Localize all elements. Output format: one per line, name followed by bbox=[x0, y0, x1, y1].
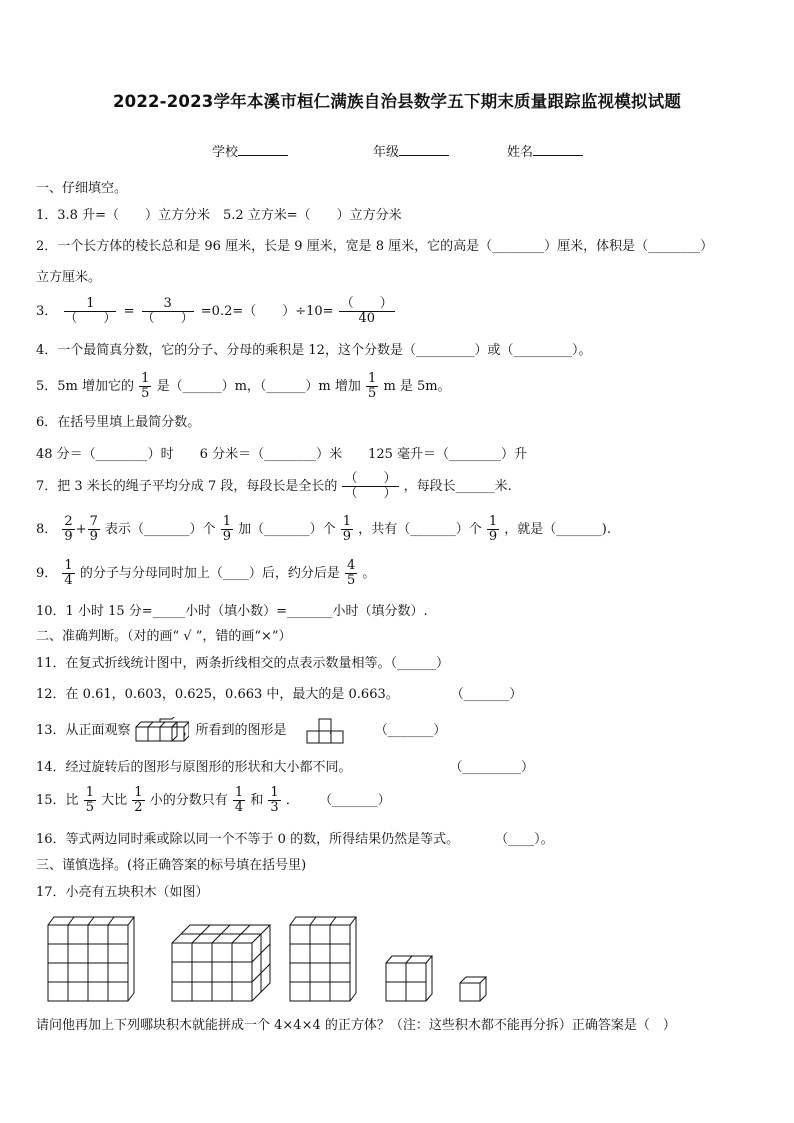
name-label: 姓名 bbox=[507, 145, 534, 160]
answer-blank[interactable]: （_______） bbox=[319, 793, 391, 808]
answer-blank[interactable]: （_________） bbox=[449, 760, 535, 775]
section-3-heading: 三、谨慎选择。(将正确答案的标号填在括号里) bbox=[36, 858, 307, 873]
question-6-line-1: 6．在括号里填上最简分数。 bbox=[36, 415, 201, 430]
question-5: 5．5m 增加它的 $\frac{1}{5}$ 是（______）m，（______）m 增加 $\frac{1}{5}$ m 是 5m。 bbox=[36, 371, 451, 401]
question-7: 7．把 3 米长的绳子平均分成 7 段，每段长是全长的 $\frac{( )}{( )}$ ，每段长______米. bbox=[36, 471, 512, 501]
name-field[interactable] bbox=[507, 141, 583, 160]
blocks-figure bbox=[40, 905, 500, 1005]
school-label: 学校 bbox=[212, 145, 239, 160]
question-14: 14．经过旋转后的图形与原图形的形状和大小都不同。 （_________） bbox=[36, 760, 535, 775]
fraction: $\frac{1}{4}$ bbox=[64, 558, 73, 588]
blocks-3d-icon bbox=[135, 717, 189, 745]
answer-blank[interactable]: （_______） bbox=[374, 723, 447, 738]
answer-blank[interactable]: （____）。 bbox=[495, 832, 554, 847]
fraction: $\frac{( )}{40}$ bbox=[340, 296, 393, 326]
block-3-icon bbox=[290, 917, 356, 1001]
question-10: 10．1 小时 15 分=_____小时（填小数）=_______小时（填分数）. bbox=[36, 604, 428, 619]
front-view-shape-icon bbox=[306, 718, 346, 744]
page-title: 2022-2023学年本溪市桓仁满族自治县数学五下期末质量跟踪监视模拟试题 bbox=[112, 92, 682, 111]
fraction: $\frac{( )}{( )}$ bbox=[344, 471, 397, 501]
fraction: $\frac{7}{9}$ bbox=[89, 514, 98, 544]
school-field[interactable] bbox=[212, 141, 288, 160]
grade-label: 年级 bbox=[373, 145, 400, 160]
question-17: 17．小亮有五块积木（如图） bbox=[36, 885, 209, 900]
fraction: $\frac{1}{( )}$ bbox=[64, 296, 117, 326]
fraction: $\frac{3}{( )}$ bbox=[141, 296, 194, 326]
block-1-icon bbox=[48, 917, 134, 1001]
question-6-line-2: 48 分＝（________）时 6 分米＝（________）米 125 毫升＝（________）升 bbox=[36, 447, 528, 462]
section-1-heading: 一、仔细填空。 bbox=[36, 181, 128, 196]
fraction: $\frac{1}{5}$ bbox=[141, 371, 150, 401]
fraction: $\frac{1}{5}$ bbox=[368, 371, 377, 401]
question-8: 8． $\frac{2}{9}$ + $\frac{7}{9}$ 表示（_______）个 $\frac{1}{9}$ 加（_______）个 $\frac{1}{9}$ ，共有（_______）个 $\frac{1}{9}$ ，就是（_______). bbox=[36, 514, 611, 544]
fraction: $\frac{1}{5}$ bbox=[85, 785, 94, 815]
question-9: 9． $\frac{1}{4}$ 的分子与分母同时加上（____）后，约分后是 $\frac{4}{5}$ 。 bbox=[36, 558, 376, 588]
question-15: 15．比 $\frac{1}{5}$ 大比 $\frac{1}{2}$ 小的分数只有 $\frac{1}{4}$ 和 $\frac{1}{3}$ ． （_______） bbox=[36, 785, 391, 815]
fraction: $\frac{2}{9}$ bbox=[64, 514, 73, 544]
answer-blank[interactable]: （_______） bbox=[450, 687, 523, 702]
question-2-line-2: 立方厘米。 bbox=[36, 270, 102, 285]
fraction: $\frac{1}{9}$ bbox=[488, 514, 498, 544]
question-11: 11．在复式折线统计图中，两条折线相交的点表示数量相等。（______） bbox=[36, 656, 450, 671]
fraction: $\frac{1}{9}$ bbox=[342, 514, 352, 544]
block-2-icon bbox=[172, 925, 270, 1001]
fraction: $\frac{1}{3}$ bbox=[270, 785, 279, 815]
question-17-prompt: 请问他再加上下列哪块积木就能拼成一个 4×4×4 的正方体？（注：这些积木都不能再分拆）正确答案是（ ） bbox=[36, 1018, 676, 1033]
question-16: 16．等式两边同时乘或除以同一个不等于 0 的数，所得结果仍然是等式。 （____）。 bbox=[36, 832, 554, 847]
fraction: $\frac{1}{4}$ bbox=[234, 785, 244, 815]
grade-field[interactable] bbox=[373, 141, 449, 160]
fraction: $\frac{1}{9}$ bbox=[222, 514, 231, 544]
question-12: 12．在 0.61，0.603，0.625，0.663 中，最大的是 0.663。 （_______） bbox=[36, 687, 523, 702]
question-2-line-1: 2．一个长方体的棱长总和是 96 厘米，长是 9 厘米，宽是 8 厘米，它的高是（________）厘米，体积是（________） bbox=[36, 239, 714, 254]
fraction: $\frac{1}{2}$ bbox=[134, 785, 143, 815]
block-4-icon bbox=[386, 956, 432, 1001]
question-4: 4．一个最简真分数，它的分子、分母的乘积是 12，这个分数是（_________）或（_________）。 bbox=[36, 343, 592, 358]
fraction: $\frac{4}{5}$ bbox=[347, 558, 356, 588]
question-1: 1．3.8 升=（ ）立方分米 5.2 立方米=（ ）立方分米 bbox=[36, 208, 402, 223]
question-13: 13．从正面观察 ，所看到的图形是 . （_______） bbox=[36, 723, 447, 738]
section-2-heading: 二、准确判断。（对的画“ √ ”，错的画“×”） bbox=[36, 629, 292, 644]
question-3: 3． $\frac{1}{( )}$ = $\frac{3}{( )}$ =0.2=（ ）÷10= $\frac{( )}{40}$ bbox=[36, 296, 393, 326]
block-5-icon bbox=[460, 977, 486, 1001]
